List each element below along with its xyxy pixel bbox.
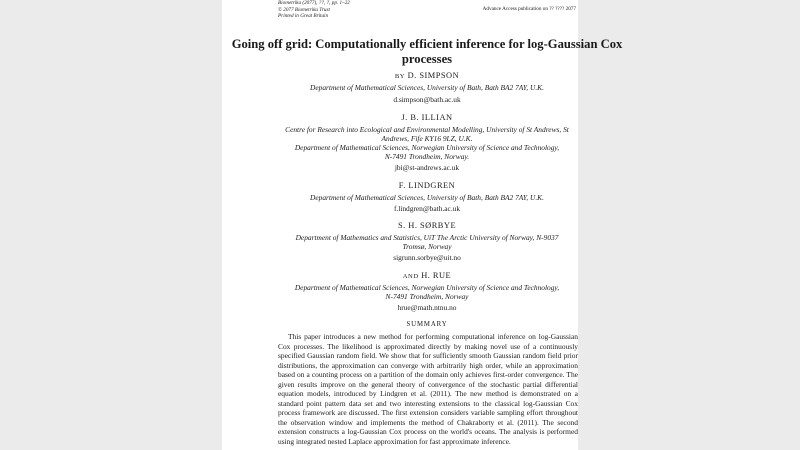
author-simpson [222, 71, 632, 80]
copyright-line: © 2077 Biometrika Trust [278, 6, 330, 13]
affiliation: Centre for Research into Ecological and Environmental Modelling, University of St Andrews, St [285, 125, 569, 134]
author-illian: J. B. ILLIAN [401, 113, 453, 122]
author-name: D. SIMPSON [407, 71, 460, 80]
affiliation: Department of Mathematical Sciences, University of Bath, Bath BA2 7AY, U.K. [310, 193, 544, 202]
affiliation: N-7491 Trondheim, Norway [385, 292, 469, 301]
journal-header [278, 0, 350, 20]
author-prefix: BY [394, 73, 406, 80]
author-sorbye: S. H. SØRBYE [397, 221, 457, 230]
affiliation: Department of Mathematical Sciences, University of Bath, Bath BA2 7AY, U.K. [310, 83, 544, 92]
affiliation: Department of Mathematics and Statistics, UiT The Arctic University of Norway, N-9037 [295, 233, 559, 242]
abstract [278, 332, 578, 447]
author-email: hrue@math.ntnu.no [397, 303, 457, 312]
author-name: H. RUE [421, 271, 452, 280]
abstract-text: This paper introduces a new method for performing computational inference on log-Gaussian Cox processes. The likelihood is approximated directly by making novel use of a continuously specified Gaussian random field. We show that for sufficiently smooth Gaussian random field prior distributions, the approximation can converge with arbitrarily high order, while an approximation based on a counting process on a partition of the domain only achieves first-order convergence. The given results improve on the general theory of convergence of the stochastic partial differential equation models, introduced by Lindgren et al. (2011). The new method is demonstrated on a standard point pattern data set and two interesting extensions to the classical log-Gaussian Cox process framework are discussed. The first extension considers variable sampling effort throughout the observation window and implements the method of Chakraborty et al. (2011). The second extension constructs a log-Gaussian Cox process on the world's oceans. The analysis is performed using integrated nested Laplace approximation for fast approximate inference. [278, 332, 578, 447]
paper-title: Going off grid: Computationally efficient inference for log-Gaussian Cox processes [231, 37, 623, 66]
advance-access-line: Advance Access publication on ?? ???? 2077 [482, 6, 576, 12]
author-lindgren: F. LINDGREN [398, 181, 456, 190]
author-prefix: AND [402, 273, 419, 280]
summary-heading: SUMMARY [406, 321, 448, 328]
affiliation: Department of Mathematical Sciences, Norwegian University of Science and Technology, [294, 283, 560, 292]
printed-line: Printed in Great Britain [278, 13, 329, 20]
author-rue [222, 271, 632, 280]
affiliation: N-7491 Trondheim, Norway. [384, 152, 470, 161]
author-email: jbi@st-andrews.ac.uk [394, 163, 460, 172]
author-email: f.lindgren@bath.ac.uk [393, 204, 461, 213]
affiliation: Andrews, Fife KY16 9LZ, U.K. [381, 134, 473, 143]
paper-page [222, 0, 623, 450]
journal-citation: Biometrika (2077), ??, ?, pp. 1–22 [278, 0, 350, 6]
author-email: sigrunn.sorbye@uit.no [393, 253, 461, 262]
author-email: d.simpson@bath.ac.uk [393, 95, 461, 104]
affiliation: Tromsø, Norway [402, 242, 452, 251]
affiliation: Department of Mathematical Sciences, Norwegian University of Science and Technology, [294, 143, 560, 152]
